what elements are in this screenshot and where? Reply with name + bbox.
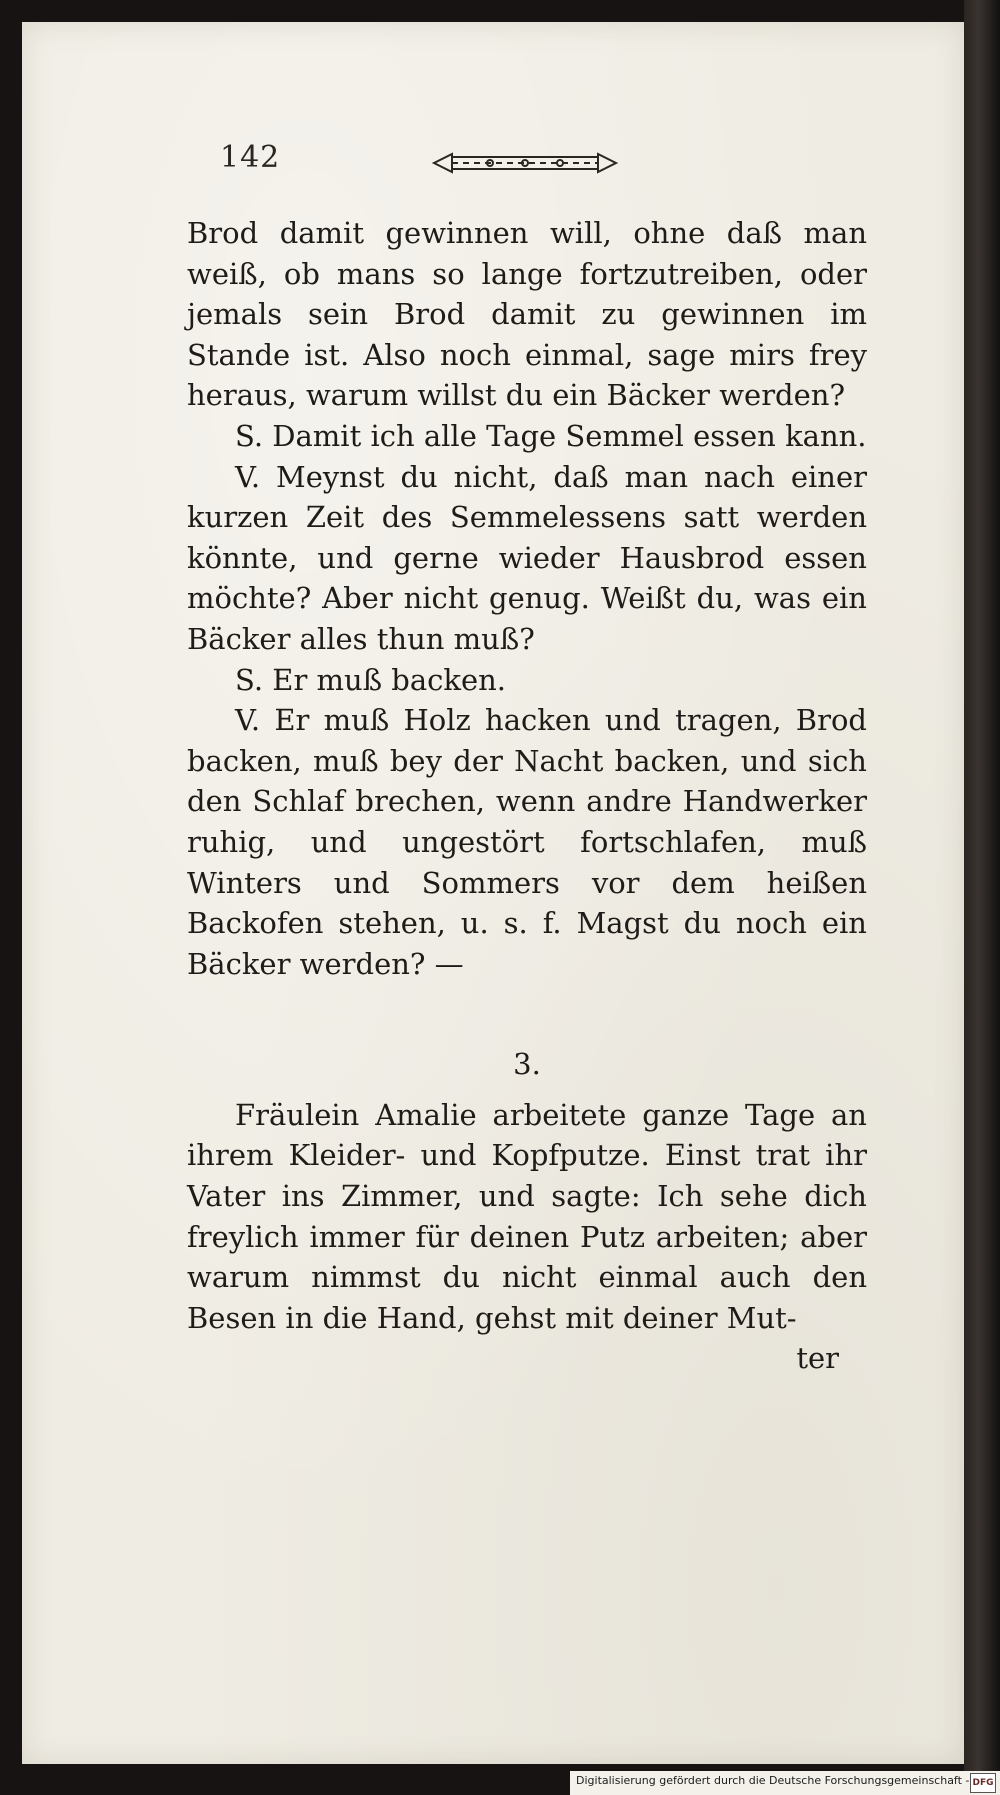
book-spine xyxy=(964,0,1000,1795)
section-number: 3. xyxy=(513,1047,541,1082)
catchword: ter xyxy=(796,1341,839,1376)
digitization-credit-bar xyxy=(570,1771,1000,1795)
paragraph: V. Meynst du nicht, daß man nach einer kurzen Zeit des Semmelessens satt werden könnte, und gerne wieder Hausbrod essen möchte? Aber nicht genug. Weißt du, was ein Bäcker alles thun muß? xyxy=(187,459,867,656)
page-text xyxy=(187,213,867,1379)
paragraph: Fräulein Amalie arbeitete ganze Tage an ihrem Kleider- und Kopfputze. Einst trat ihr Vater ins Zimmer, und sagte: Ich sehe dich freylich immer für deinen Putz arbeiten; aber warum nimmst du nicht einmal auch den Besen in die Hand, gehst mit deiner Mut- xyxy=(187,1097,867,1335)
book-page xyxy=(22,22,964,1764)
decorative-rule-icon xyxy=(430,146,620,180)
page-header xyxy=(220,140,740,190)
page-number: 142 xyxy=(220,140,281,175)
paragraph: V. Er muß Holz hacken und tragen, Brod backen, muß bey der Nacht backen, und sich den Schlaf brechen, wenn andre Handwerker ruhig, und ungestört fortschlafen, muß Winters und Sommers vor dem heißen Backofen stehen, u. s. f. Magst du noch ein Bäcker werden? — xyxy=(187,703,867,981)
dfg-logo: DFG xyxy=(970,1773,996,1793)
paragraph: Brod damit gewinnen will, ohne daß man weiß, ob mans so lange fortzutreiben, oder jemals sein Brod damit zu gewinnen im Stande ist. Also noch einmal, sage mirs frey heraus, warum willst du ein Bäcker werden? xyxy=(187,216,867,413)
paragraph: S. Er muß backen. xyxy=(235,662,507,697)
credit-text: Digitalisierung gefördert durch die Deutsche Forschungsgemeinschaft - xyxy=(576,1774,970,1787)
paragraph: S. Damit ich alle Tage Semmel essen kann. xyxy=(235,418,867,453)
